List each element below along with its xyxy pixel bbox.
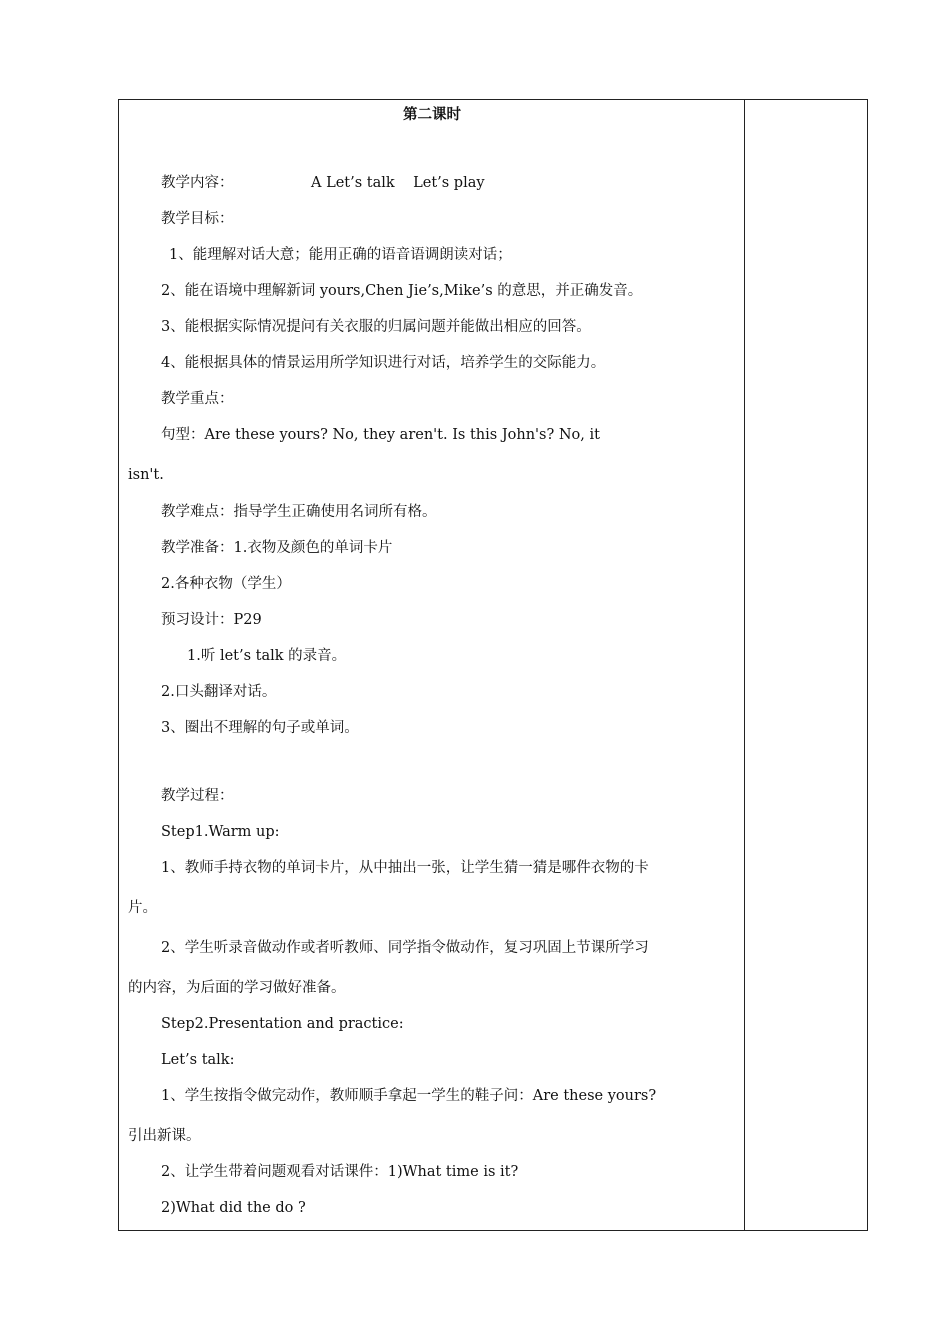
step2-item: 2)What did the do ? <box>161 1200 306 1216</box>
preparation-text: 教学准备：1.衣物及颜色的单词卡片 <box>161 540 393 556</box>
preview-item: 1.听 let’s talk 的录音。 <box>187 648 347 664</box>
lesson-title: 第二课时 <box>403 106 461 123</box>
step1-item-cont: 片。 <box>128 900 157 916</box>
content-label: 教学内容： <box>161 175 234 191</box>
step1-title: Step1.Warm up: <box>161 824 280 840</box>
key-points-label: 教学重点： <box>161 391 234 407</box>
step2-subtitle: Let’s talk: <box>161 1052 235 1068</box>
objective-item: 3、能根据实际情况提问有关衣服的归属问题并能做出相应的回答。 <box>161 319 591 335</box>
preparation-text: 2.各种衣物（学生） <box>161 576 291 592</box>
objectives-label: 教学目标： <box>161 211 234 227</box>
preview-label: 预习设计：P29 <box>161 612 262 628</box>
preview-item: 2.口头翻译对话。 <box>161 684 277 700</box>
step2-item: 1、学生按指令做完动作，教师顺手拿起一学生的鞋子问：Are these yours? <box>161 1088 657 1104</box>
objective-item: 4、能根据具体的情景运用所学知识进行对话，培养学生的交际能力。 <box>161 355 606 371</box>
step1-item: 1、教师手持衣物的单词卡片，从中抽出一张，让学生猜一猜是哪件衣物的卡 <box>161 860 649 876</box>
key-points-text-cont: isn't. <box>128 467 164 483</box>
key-points-text: 句型：Are these yours? No, they aren't. Is this John's? No, it <box>161 427 600 443</box>
content-value: A Let’s talk Let’s play <box>311 175 485 191</box>
step1-item: 2、学生听录音做动作或者听教师、同学指令做动作，复习巩固上节课所学习 <box>161 940 649 956</box>
step2-item: 2、让学生带着问题观看对话课件：1)What time is it? <box>161 1164 519 1180</box>
difficulty-text: 教学难点：指导学生正确使用名词所有格。 <box>161 504 437 520</box>
lesson-table <box>118 99 868 1231</box>
objective-item: 2、能在语境中理解新词 yours,Chen Jie’s,Mike’s 的意思，并正确发音。 <box>161 283 643 299</box>
step1-item-cont: 的内容，为后面的学习做好准备。 <box>128 980 346 996</box>
column-divider <box>744 99 745 1231</box>
preview-item: 3、圈出不理解的句子或单词。 <box>161 720 359 736</box>
process-label: 教学过程： <box>161 788 234 804</box>
objective-item: 1、能理解对话大意；能用正确的语音语调朗读对话； <box>169 247 512 263</box>
step2-item-cont: 引出新课。 <box>128 1128 201 1144</box>
step2-title: Step2.Presentation and practice: <box>161 1016 404 1032</box>
